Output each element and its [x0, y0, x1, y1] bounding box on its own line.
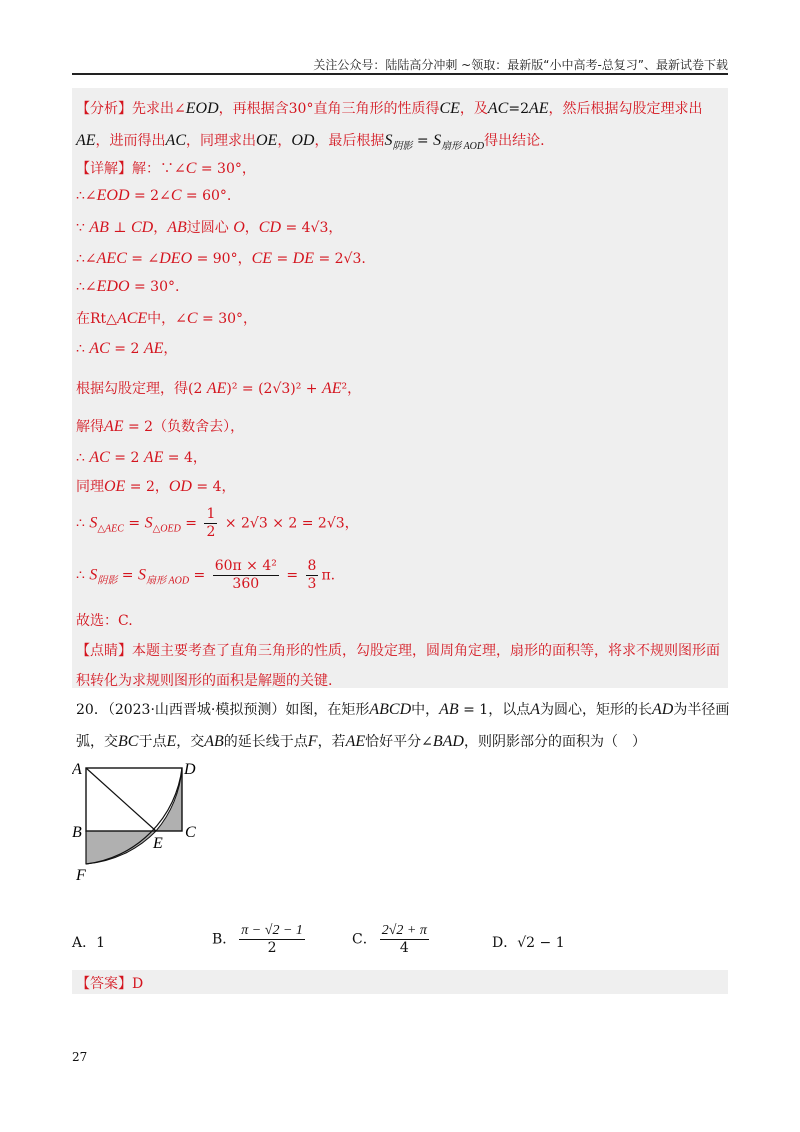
detail-tag: 【详解】 — [76, 161, 132, 177]
detail-line-1: 【详解】解：∵∠C = 30°， — [76, 160, 256, 177]
detail-line-2: ∴∠EOD = 2∠C = 60°. — [76, 187, 232, 204]
option-c[interactable]: C． $\frac{2√2 + \pi}{4}$ — [352, 923, 427, 956]
detail-line-13: ∴ $S_{阴影} = S_{扇形 AOD}$ = $\frac{\text{60π × 4²}}{360}$ = $\frac{8}{3}$ π. — [76, 558, 336, 592]
detail-line-3: ∵ AB ⊥ CD，AB过圆心 O，CD = 4√3， — [76, 219, 343, 236]
detail-line-7: ∴ AC = 2 AE， — [76, 340, 178, 357]
option-a[interactable]: A．1 — [72, 935, 106, 951]
geometry-figure — [72, 760, 212, 889]
comment-tag: 【点睛】 — [76, 643, 132, 659]
label-d: D — [184, 761, 196, 778]
analysis-tag: 【分析】 — [76, 101, 132, 117]
header-rule — [72, 73, 728, 75]
detail-line-4: ∴∠AEC = ∠DEO = 90°，CE = DE = 2√3. — [76, 250, 366, 267]
analysis-line-2: AE，进而得出AC，同理求出OE，OD，最后根据$S_{阴影} = S_{扇形 AOD}$得出结论. — [76, 132, 545, 152]
label-e: E — [153, 835, 163, 852]
rectangle-arc-diagram — [72, 760, 212, 885]
option-d[interactable]: D．√2 − 1 — [492, 935, 565, 951]
comment-line-1: 【点睛】本题主要考查了直角三角形的性质，勾股定理，圆周角定理，扇形的面积等，将求不规则图形面 — [76, 643, 720, 659]
fraction-one-half: $\frac{1}{2}$ — [206, 506, 216, 540]
question-line-1: 20．（2023·山西晋城·模拟预测）如图，在矩形ABCD中，AB = 1，以点A为圆心，矩形的长AD为半径画 — [76, 701, 730, 718]
label-b: B — [72, 824, 82, 841]
detail-line-14: 故选：C. — [76, 613, 133, 629]
detail-line-12: ∴ $S_{\triangle AEC} = S_{\triangle OED}$ = $\frac{1}{2}$ × 2√3 × 2 = 2√3， — [76, 506, 359, 540]
detail-line-8: 根据勾股定理，得(2 AE)² = (2√3)² + AE²， — [76, 380, 362, 397]
page-header: 关注公众号：陆陆高分冲刺 ~领取：最新版“小中高考-总复习”、最新试卷下载 — [313, 58, 728, 72]
page-number: 27 — [72, 1050, 88, 1064]
detail-line-10: ∴ AC = 2 AE = 4， — [76, 449, 207, 466]
detail-line-9: 解得AE = 2（负数舍去）， — [76, 418, 245, 435]
question-line-2: 弧，交BC于点E，交AB的延长线于点F，若AE恰好平分∠BAD，则阴影部分的面积为（ ） — [76, 733, 646, 750]
detail-line-11: 同理OE = 2，OD = 4， — [76, 478, 236, 495]
shaded-region-lower — [86, 831, 156, 864]
detail-line-6: 在Rt△ACE中，∠C = 30°， — [76, 310, 258, 327]
label-c: C — [185, 824, 196, 841]
label-f: F — [76, 867, 86, 884]
fraction-sector: $\frac{\text{60π × 4²}}{360}$ — [214, 558, 277, 592]
label-a: A — [72, 761, 82, 778]
answer-tag: 【答案】 — [76, 976, 132, 992]
answer-line — [76, 973, 728, 993]
analysis-line-1: 【分析】先求出∠EOD，再根据含30°直角三角形的性质得CE，及AC=2AE，然后根据勾股定理求出 — [76, 100, 703, 117]
answer-value: D — [132, 976, 144, 992]
detail-line-5: ∴∠EDO = 30°. — [76, 278, 180, 295]
comment-line-2: 积转化为求规则图形的面积是解题的关键. — [76, 673, 333, 689]
segment-ae — [86, 768, 156, 831]
fraction-eight-thirds: $\frac{8}{3}$ — [307, 558, 317, 592]
option-b[interactable]: B． $\frac{\pi - √2 - 1}{2}$ — [212, 923, 303, 956]
